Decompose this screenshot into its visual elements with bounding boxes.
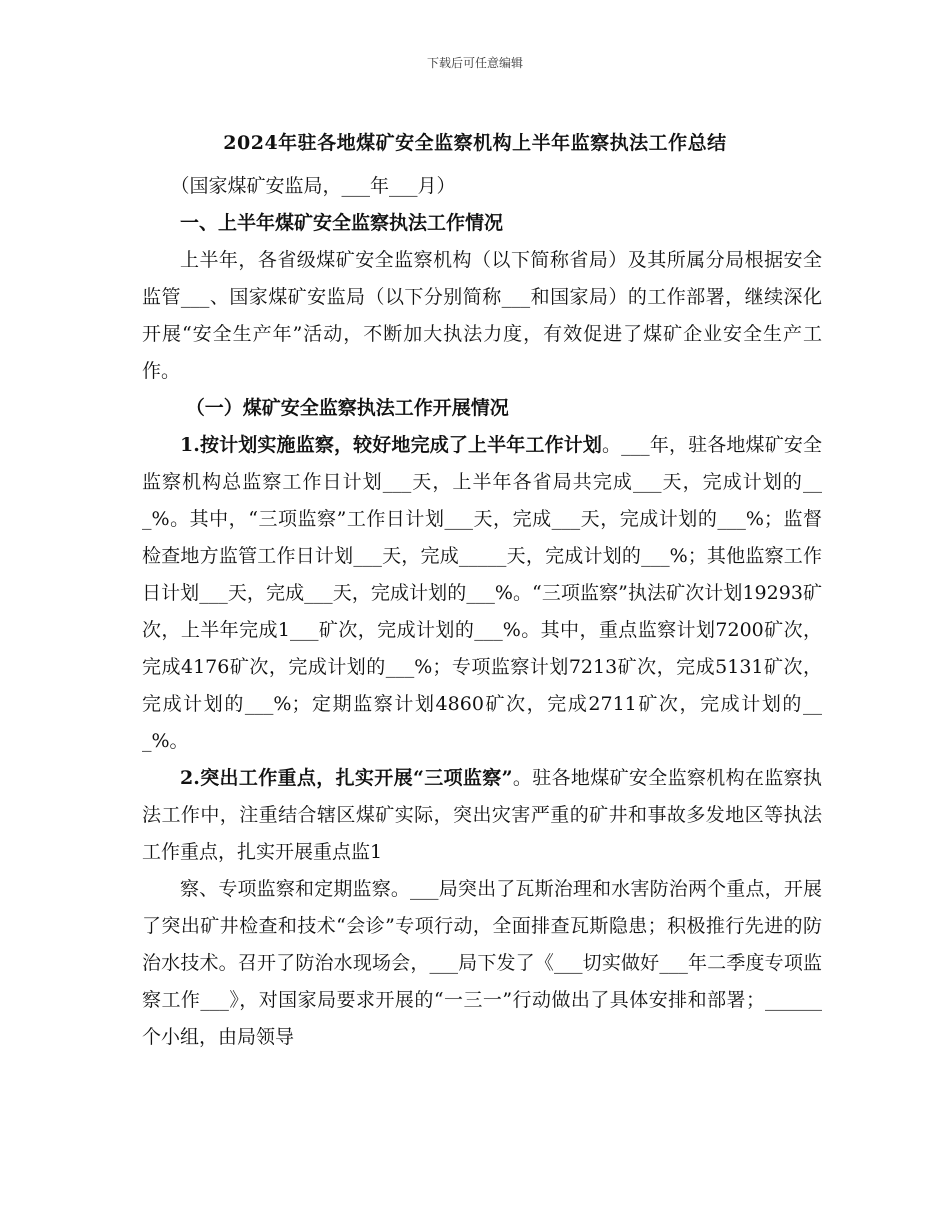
paragraph-intro: 上半年，各省级煤矿安全监察机构（以下简称省局）及其所属分局根据安全监管___、国家煤矿安监局（以下分别简称___和国家局）的工作部署，继续深化开展“安全生产年”活动，不断加大执法力度，有效促进了煤矿企业安全生产工作。 bbox=[142, 249, 822, 382]
item-1-text: 。___年，驻各地煤矿安全监察机构总监察工作日计划___天，上半年各省局共完成___天，完成计划的___%。其中，“三项监察”工作日计划___天，完成___天，完成计划的___%；监督检查地方监管工作日计划___天，完成_____天，完成计划的___%；其他监察工作日计划___天，完成___天，完成计划的___%。“三项监察”执法矿次计划19293矿次，上半年完成1___矿次，完成计划的___%。其中，重点监察计划7200矿次，完成4176矿次，完成计划的___%；专项监察计划7213矿次，完成5131矿次，完成计划的___%；定期监察计划4860矿次，完成2711矿次，完成计划的___%。 bbox=[142, 434, 822, 752]
document-title: 2024年驻各地煤矿安全监察机构上半年监察执法工作总结 bbox=[223, 132, 727, 154]
document-body bbox=[142, 168, 822, 1056]
paragraph-continue: 察、专项监察和定期监察。___局突出了瓦斯治理和水害防治两个重点，开展了突出矿井检查和技术“会诊”专项行动，全面排查瓦斯隐患；积极推行先进的防治水技术。召开了防治水现场会，___局下发了《___切实做好___年二季度专项监察工作___》，对国家局要求开展的“一三一”行动做出了具体安排和部署；______个小组，由局领导 bbox=[142, 878, 822, 1048]
subsection-heading-1: （一）煤矿安全监察执法工作开展情况 bbox=[185, 397, 509, 419]
section-heading-1: 一、上半年煤矿安全监察执法工作情况 bbox=[180, 212, 504, 234]
item-2-lead: 2.突出工作重点，扎实开展“三项监察” bbox=[180, 767, 513, 789]
item-2-text: 。驻各地煤矿安全监察机构在监察执法工作中，注重结合辖区煤矿实际，突出灾害严重的矿井和事故多发地区等执法工作重点，扎实开展重点监1 bbox=[142, 767, 822, 863]
document-byline: （国家煤矿安监局，___年___月） bbox=[170, 175, 456, 197]
paragraph-item-2 bbox=[142, 760, 822, 871]
paragraph-item-1 bbox=[142, 427, 822, 760]
page-header-note: 下载后可任意编辑 bbox=[426, 56, 523, 70]
item-1-lead: 1.按计划实施监察，较好地完成了上半年工作计划 bbox=[180, 434, 603, 456]
